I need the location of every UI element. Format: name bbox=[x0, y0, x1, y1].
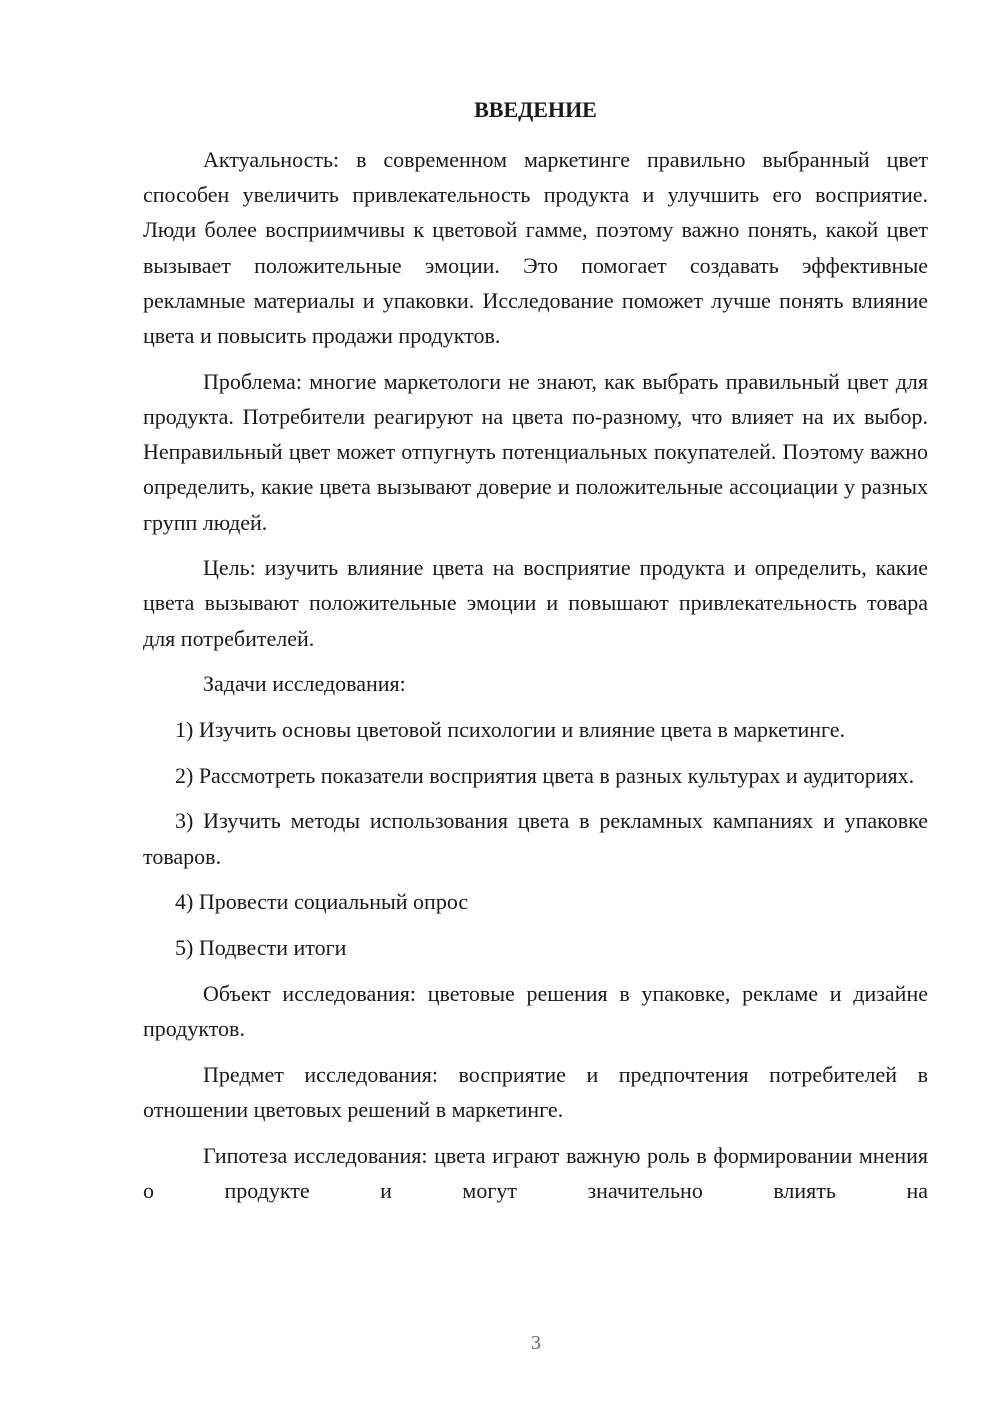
page-number: 3 bbox=[531, 1332, 541, 1354]
paragraph-goal: Цель: изучить влияние цвета на восприятие продукта и определить, какие цвета вызывают положительные эмоции и повышают привлекательность товара для потребителей. bbox=[143, 555, 928, 651]
paragraph-subject: Предмет исследования: восприятие и предпочтения потребителей в отношении цветовых решений в маркетинге. bbox=[143, 1061, 928, 1122]
paragraph-problem: Проблема: многие маркетологи не знают, как выбрать правильный цвет для продукта. Потребители реагируют на цвета по-разному, что влияет на их выбор. Неправильный цвет может отпугнуть потенциальных покупателей. Поэтому важно определить, какие цвета вызывают доверие и положительные ассоциации у разных групп людей. bbox=[143, 368, 928, 535]
paragraph-object: Объект исследования: цветовые решения в упаковке, рекламе и дизайне продуктов. bbox=[143, 980, 928, 1041]
section-title: ВВЕДЕНИЕ bbox=[474, 97, 597, 122]
task-item: 5) Подвести итоги bbox=[175, 935, 347, 961]
task-item: 3) Изучить методы использования цвета в рекламных кампаниях и упаковке товаров. bbox=[143, 808, 928, 869]
task-item: 1) Изучить основы цветовой психологии и влияние цвета в маркетинге. bbox=[175, 717, 846, 743]
tasks-heading: Задачи исследования: bbox=[203, 671, 406, 697]
document-page bbox=[143, 92, 928, 1218]
task-item: 2) Рассмотреть показатели восприятия цвета в разных культурах и аудиториях. bbox=[175, 762, 915, 788]
paragraph-hypothesis: Гипотеза исследования: цвета играют важную роль в формировании мнения о продукте и могут значительно влиять на bbox=[143, 1142, 928, 1203]
paragraph-relevance: Актуальность: в современном маркетинге правильно выбранный цвет способен увеличить привлекательность продукта и улучшить его восприятие. Люди более восприимчивы к цветовой гамме, поэтому важно понять, какой цвет вызывает положительные эмоции. Это помогает создавать эффективные рекламные материалы и упаковки. Исследование поможет лучше понять влияние цвета и повысить продажи продуктов. bbox=[143, 147, 928, 349]
task-item: 4) Провести социальный опрос bbox=[175, 889, 469, 915]
